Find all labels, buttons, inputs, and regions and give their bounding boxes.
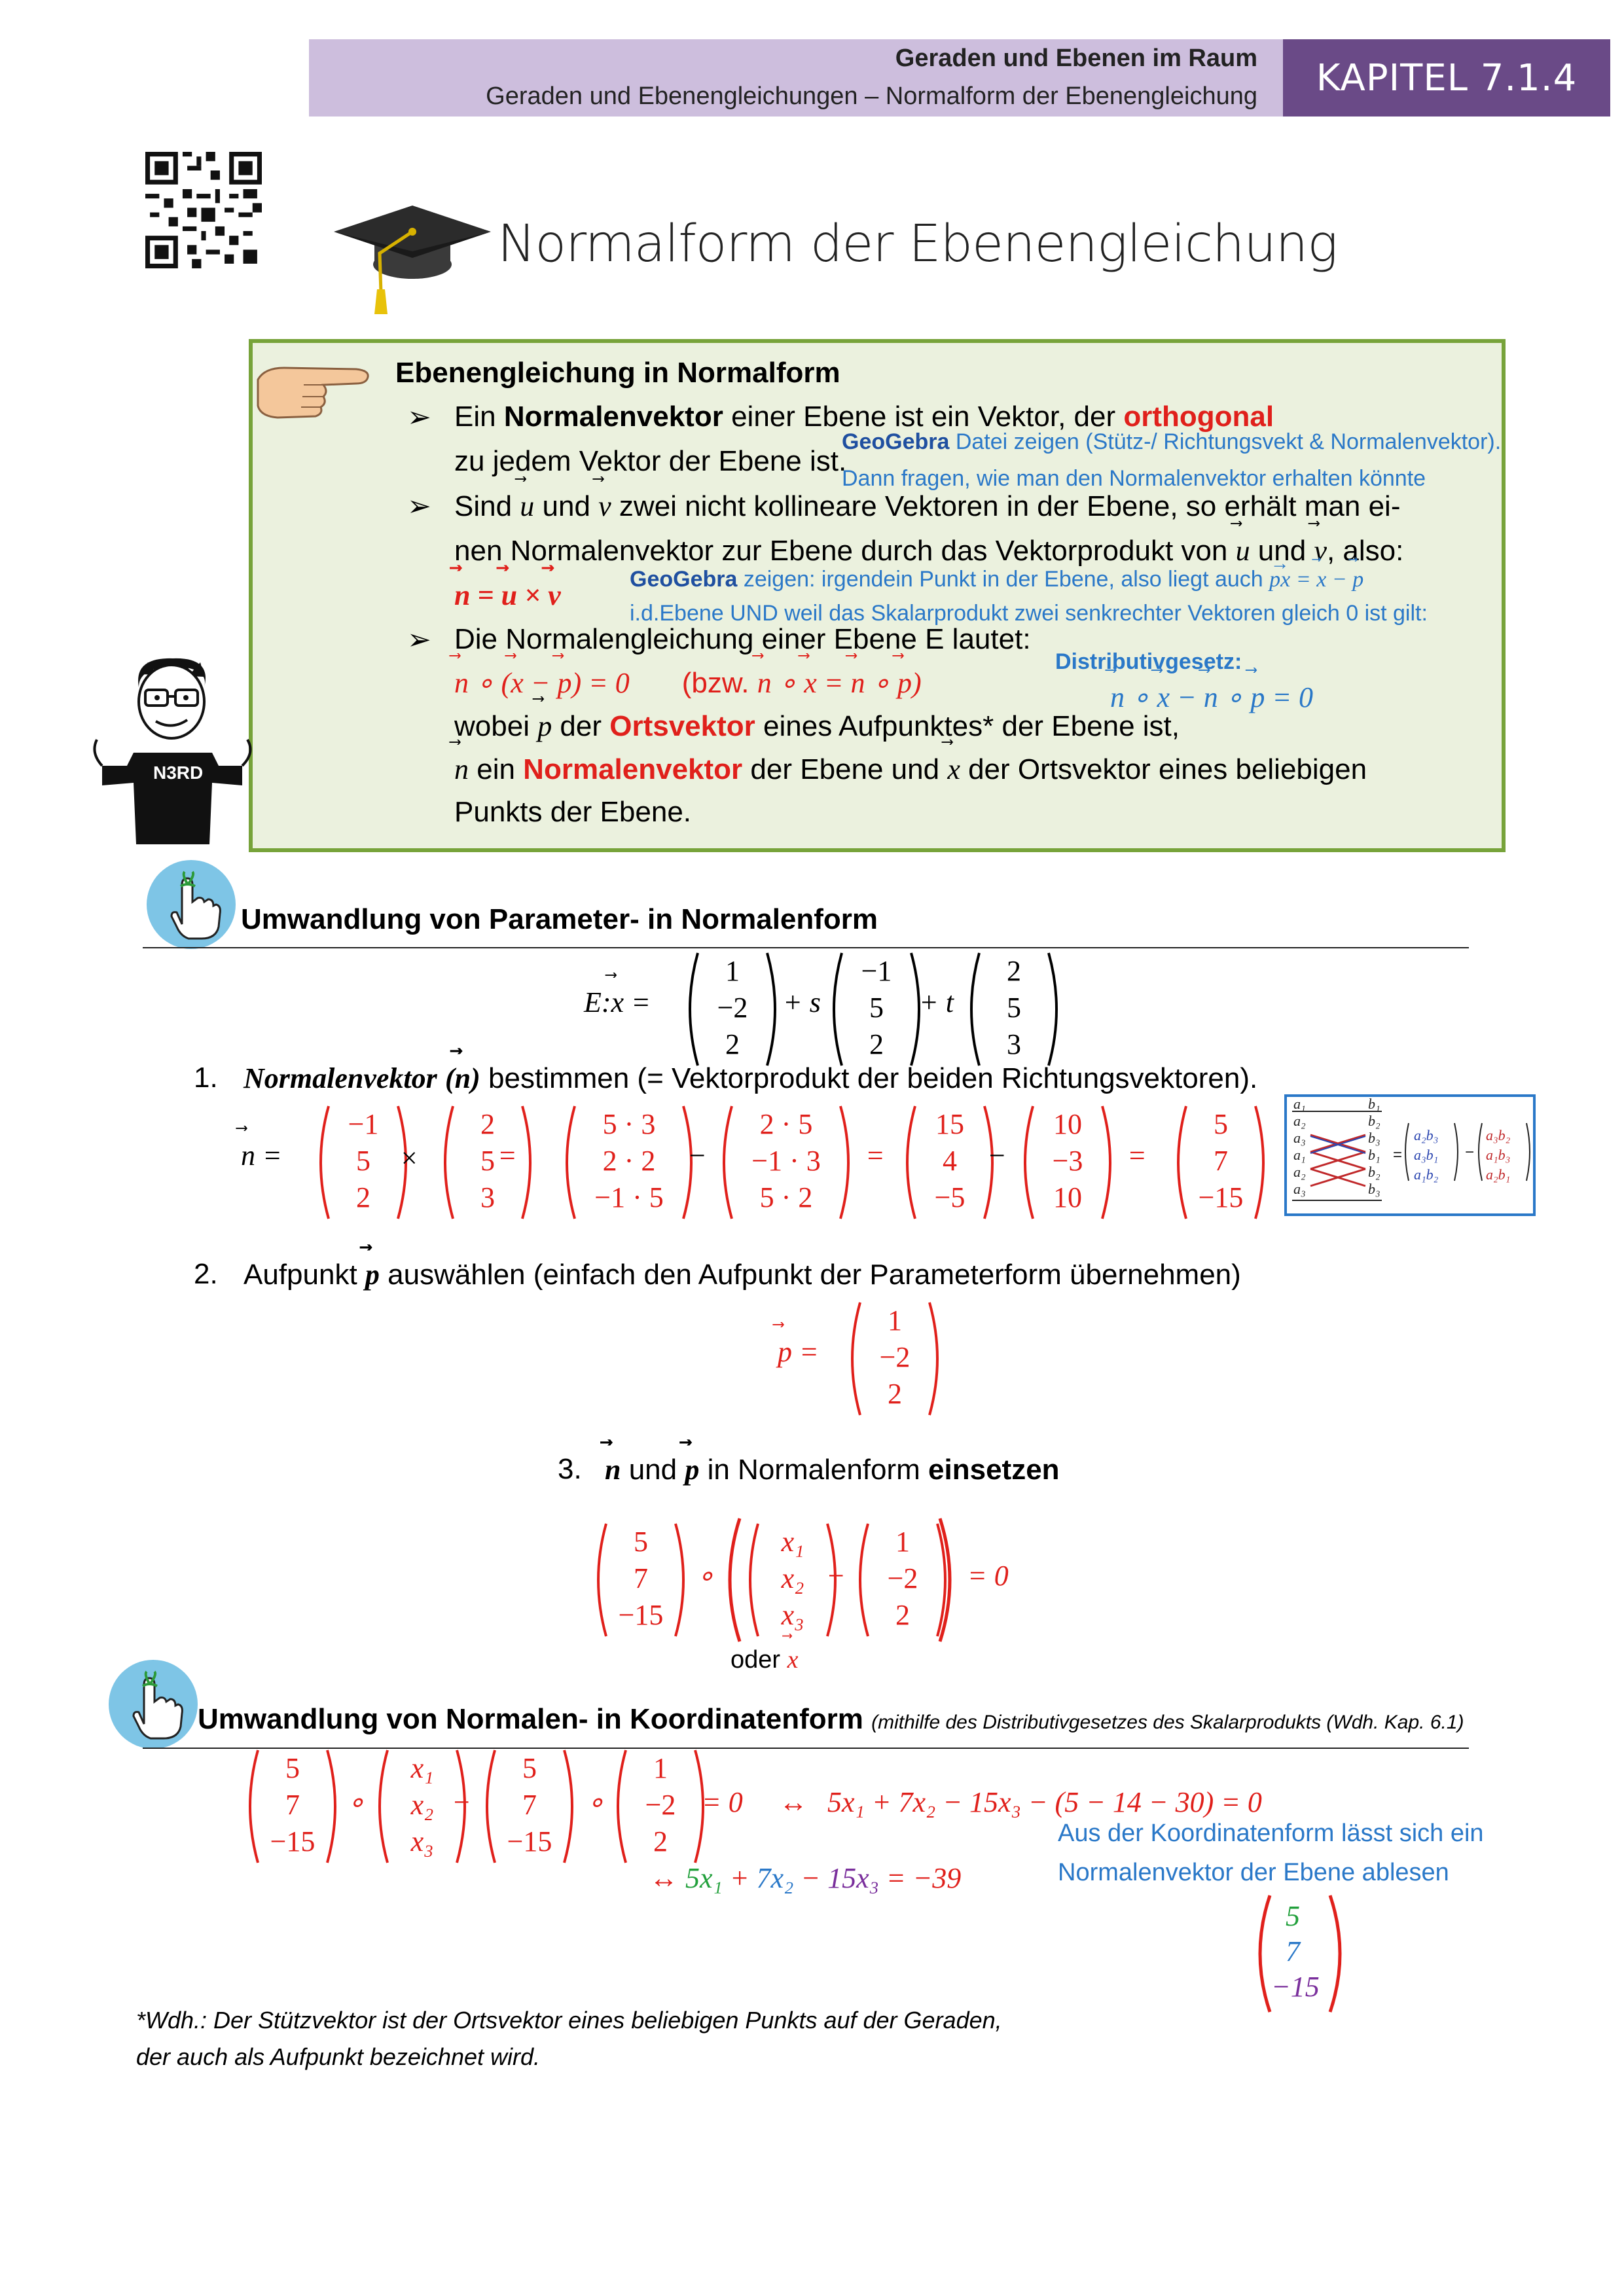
mnemonic-b: b₁ (1368, 1097, 1380, 1112)
vector-entry: 2 (1007, 955, 1021, 987)
svg-text:=: = (1393, 1146, 1403, 1164)
vector-entry: x₁ (410, 1752, 434, 1784)
vector-dir-u (827, 950, 926, 1068)
definition-heading: Ebenengleichung in Normalform (395, 357, 840, 389)
finger-string-icon (145, 859, 237, 950)
mnemonic-a: a₃ (1293, 1181, 1306, 1197)
step3-number: 3. (558, 1453, 582, 1485)
vector-entry: −1 (348, 1108, 379, 1140)
readoff-note-1: Aus der Koordinatenform lässt sich ein (1058, 1820, 1484, 1847)
mnemonic-b: b₁ (1368, 1147, 1380, 1163)
vector-entry: −15 (507, 1825, 552, 1857)
chapter-badge: KAPITEL 7.1.4 (1283, 39, 1610, 117)
vector-entry: 3 (1007, 1028, 1021, 1060)
vector-entry: −3 (1052, 1145, 1083, 1177)
geogebra-note-1: GeoGebra Datei zeigen (Stütz-/ Richtungsvekt & Normalenvektor). (842, 429, 1502, 454)
svg-text:N3RD: N3RD (153, 762, 204, 783)
bullet3-line4: ⃗ n ein Normalenvektor der Ebene und ⃗ x der Ortsvektor eines beliebigen (454, 753, 1367, 786)
vector-entry: 5 (634, 1526, 648, 1558)
step3-text: ⃗ n und ⃗ p in Normalenform einsetzen (605, 1453, 1060, 1486)
products-2 (717, 1103, 855, 1221)
vector-entry: 7 (522, 1789, 537, 1821)
vector-entry: 7 (634, 1562, 648, 1594)
vector-entry: 5 (356, 1145, 370, 1177)
vector-entry: 15 (935, 1108, 964, 1140)
mnemonic-result-1: a₂b₃ (1414, 1127, 1439, 1143)
oder-x: oder ⃗ x (731, 1645, 799, 1674)
aufpunkt-vector (846, 1300, 944, 1418)
plus-t: + t (919, 986, 954, 1018)
vector-entry: 1 (888, 1304, 902, 1336)
vector-entry: 5 · 2 (759, 1181, 813, 1213)
circ-sign: ∘ (586, 1786, 605, 1818)
geogebra-note-1b: Dann fragen, wie man den Normalenvektor erhalten könnte (842, 466, 1426, 491)
qr-code-icon (145, 152, 262, 268)
coord-normal-2 (480, 1748, 579, 1865)
vector-entry: 4 (943, 1145, 957, 1177)
final-equation: ↔ 5x₁ + 7x₂ − 15x₃ = −39 (649, 1862, 962, 1894)
cross-product-mnemonic (1284, 1094, 1536, 1216)
bullet-arrow: ➢ (407, 624, 431, 656)
vector-entry: 2 (356, 1181, 370, 1213)
cross-u (314, 1103, 412, 1221)
bullet3-line3: wobei ⃗ p der Ortsvektor eines Aufpunktes* der Ebene ist, (454, 709, 1180, 743)
step1-text: Normalenvektor (⃗ n) bestimmen (= Vektorprodukt der beiden Richtungsvektoren). (244, 1062, 1257, 1095)
vector-entry: −5 (934, 1181, 965, 1213)
bullet-arrow: ➢ (407, 401, 431, 433)
cross-v (439, 1103, 537, 1221)
colored-normal-vector: 5 7 −15 (1248, 1892, 1352, 2016)
vector-entry: x₂ (781, 1562, 804, 1594)
normal-equation: ⃗ n ∘ (⃗ x − ⃗ p) = 0 (bzw. ⃗ n ∘ ⃗ x = ⃗ n ∘ ⃗ p) (454, 666, 922, 700)
vector-entry: −15 (618, 1599, 664, 1631)
minus-sign: − (452, 1786, 471, 1818)
product-result-2 (1019, 1103, 1117, 1221)
section2-heading: Umwandlung von Normalen- in Koordinatenform (mithilfe des Distributivgesetzes des Skalarprodukts (Wdh. Kap. 6.1) (198, 1703, 1464, 1735)
minus-sign: − (826, 1560, 846, 1592)
vector-support (683, 950, 782, 1068)
coord-equation: 5x₁ + 7x₂ − 15x₃ − (5 − 14 − 30) = 0 (827, 1786, 1262, 1818)
eq-sign: = (497, 1139, 517, 1172)
plus-s: + s (783, 986, 821, 1018)
eq-sign: = (865, 1139, 885, 1172)
pointing-hand-icon (251, 353, 376, 432)
vector-entry: 3 (480, 1181, 495, 1213)
vector-entry: 2 (653, 1825, 668, 1857)
mnemonic-b: b₃ (1368, 1181, 1380, 1197)
vector-entry: 10 (1053, 1181, 1082, 1213)
mnemonic-b: b₂ (1368, 1164, 1380, 1180)
product-result-1 (901, 1103, 999, 1221)
normal-vector (1172, 1103, 1270, 1221)
bullet2-line1: Sind ⃗ u und ⃗ v zwei nicht kollineare Vektoren in der Ebene, so erhält man ei- (454, 490, 1400, 523)
bullet1-line2: zu jedem Vektor der Ebene ist. (454, 445, 847, 477)
step1-number: 1. (194, 1062, 218, 1094)
vector-entry: 5 (1007, 992, 1021, 1024)
section1-rule (143, 947, 1469, 948)
finger-string-icon (107, 1659, 199, 1750)
vector-entry: 1 (725, 955, 740, 987)
circ-sign: ∘ (347, 1786, 365, 1818)
aufpunkt-label: ⃗ p = (778, 1335, 819, 1369)
vector-entry: 10 (1053, 1108, 1082, 1140)
header-subtopic: Geraden und Ebenengleichungen – Normalform der Ebenengleichung (486, 82, 1257, 110)
circ-sign: ∘ (696, 1560, 715, 1592)
vector-entry: −1 · 3 (751, 1145, 821, 1177)
footnote-line2: der auch als Aufpunkt bezeichnet wird. (136, 2043, 541, 2070)
vector-entry: x₂ (410, 1789, 434, 1821)
vector-entry: 2 · 2 (602, 1145, 656, 1177)
normal-label: ⃗ n = (241, 1139, 282, 1172)
vector-entry: −2 (879, 1341, 911, 1373)
distributive-law-formula: ⃗ n ∘ ⃗ x − ⃗ n ∘ ⃗ p = 0 (1110, 681, 1313, 714)
cross-product-formula: ⃗ n = ⃗ u × ⃗ v (454, 579, 561, 612)
vector-dir-v (965, 950, 1063, 1068)
vector-entry: x₃ (410, 1825, 434, 1857)
vector-entry: 1 (895, 1526, 910, 1558)
times-sign: × (399, 1142, 419, 1174)
vector-entry: x₁ (781, 1526, 804, 1558)
geogebra-note-2: GeoGebra zeigen: irgendein Punkt in der Ebene, also liegt auch → px = ⃗ x − ⃗ p (630, 567, 1363, 592)
mnemonic-result-1: a₁b₂ (1414, 1166, 1439, 1183)
vector-entry: 1 (653, 1752, 668, 1784)
bullet3-line5: Punkts der Ebene. (454, 796, 692, 828)
mnemonic-a: a₂ (1293, 1164, 1306, 1180)
vector-entry: 2 · 5 (759, 1108, 813, 1140)
outer-paren-right (936, 1515, 962, 1645)
bullet2-line2: nen Normalenvektor zur Ebene durch das Vektorprodukt von ⃗ u und ⃗ v, also: (454, 534, 1403, 567)
vector-entry: 5 (869, 992, 884, 1024)
mnemonic-result-2: a₂b₁ (1486, 1166, 1511, 1183)
step2-text: Aufpunkt ⃗ p auswählen (einfach den Aufpunkt der Parameterform übernehmen) (244, 1258, 1241, 1291)
mnemonic-a: a₁ (1293, 1097, 1306, 1112)
products-1 (560, 1103, 698, 1221)
vector-entry: −15 (1198, 1181, 1244, 1213)
eq-zero: = 0 (967, 1560, 1009, 1592)
geogebra-note-2b: i.d.Ebene UND weil das Skalarprodukt zwei senkrechter Vektoren gleich 0 ist gilt: (630, 601, 1428, 626)
minus-sign: − (687, 1139, 707, 1172)
vector-entry: 2 (895, 1599, 910, 1631)
mnemonic-result-2: a₃b₂ (1486, 1127, 1511, 1143)
iff-sign: ↔ (779, 1786, 808, 1818)
bullet3-line1: Die Normalengleichung einer Ebene E lautet: (454, 623, 1031, 655)
graduation-cap-icon (334, 191, 491, 315)
vector-entry: 7 (1214, 1145, 1228, 1177)
vector-entry: 2 (888, 1378, 902, 1410)
bullet1-line1: Ein Normalenvektor einer Ebene ist ein Vektor, der orthogonal (454, 401, 1274, 433)
mnemonic-b: b₂ (1368, 1113, 1380, 1129)
vector-entry: 2 (725, 1028, 740, 1060)
eq-zero: = 0 (702, 1786, 743, 1818)
coord-normal-1 (244, 1748, 342, 1865)
vector-entry: 2 (480, 1108, 495, 1140)
readoff-note-2: Normalenvektor der Ebene ablesen (1058, 1859, 1449, 1886)
vector-entry: 7 (285, 1789, 300, 1821)
vector-entry: 5 (285, 1752, 300, 1784)
section1-heading: Umwandlung von Parameter- in Normalenform (241, 903, 878, 935)
vector-entry: −2 (717, 992, 748, 1024)
mnemonic-a: a₃ (1293, 1130, 1306, 1146)
vector-entry: −2 (645, 1789, 676, 1821)
vector-entry: 5 (1214, 1108, 1228, 1140)
vector-entry: −15 (270, 1825, 316, 1857)
eq-sign: = (1127, 1139, 1147, 1172)
vector-entry: −2 (887, 1562, 918, 1594)
footnote-line1: *Wdh.: Der Stützvektor ist der Ortsvektor eines beliebigen Punkts auf der Geraden, (136, 2007, 1002, 2034)
mnemonic-b: b₃ (1368, 1130, 1380, 1146)
step2-number: 2. (194, 1258, 218, 1290)
bullet-arrow: ➢ (407, 490, 431, 522)
mnemonic-result-1: a₃b₁ (1414, 1147, 1439, 1163)
vector-entry: 5 (522, 1752, 537, 1784)
vector-entry: 5 · 3 (602, 1108, 656, 1140)
subst-normal (592, 1521, 690, 1639)
header-topic: Geraden und Ebenen im Raum (895, 45, 1257, 72)
vector-entry: −1 · 5 (594, 1181, 664, 1213)
vector-entry: 5 (480, 1145, 495, 1177)
nerd-character-icon (88, 655, 258, 851)
vector-entry: 2 (869, 1028, 884, 1060)
svg-text:−: − (1465, 1143, 1475, 1161)
distributive-law-label: Distributivgesetz: (1055, 649, 1242, 674)
minus-sign: − (987, 1139, 1007, 1172)
outer-paren-left (717, 1515, 744, 1645)
vector-entry: x₃ (781, 1599, 804, 1631)
coord-p (611, 1748, 710, 1865)
plane-label: E:⃗ x = (584, 986, 651, 1019)
page-title: Normalform der Ebenengleichung (497, 215, 1338, 274)
vector-entry: −1 (861, 955, 892, 987)
mnemonic-a: a₁ (1293, 1147, 1306, 1163)
mnemonic-a: a₂ (1293, 1113, 1306, 1129)
mnemonic-result-2: a₁b₃ (1486, 1147, 1511, 1163)
